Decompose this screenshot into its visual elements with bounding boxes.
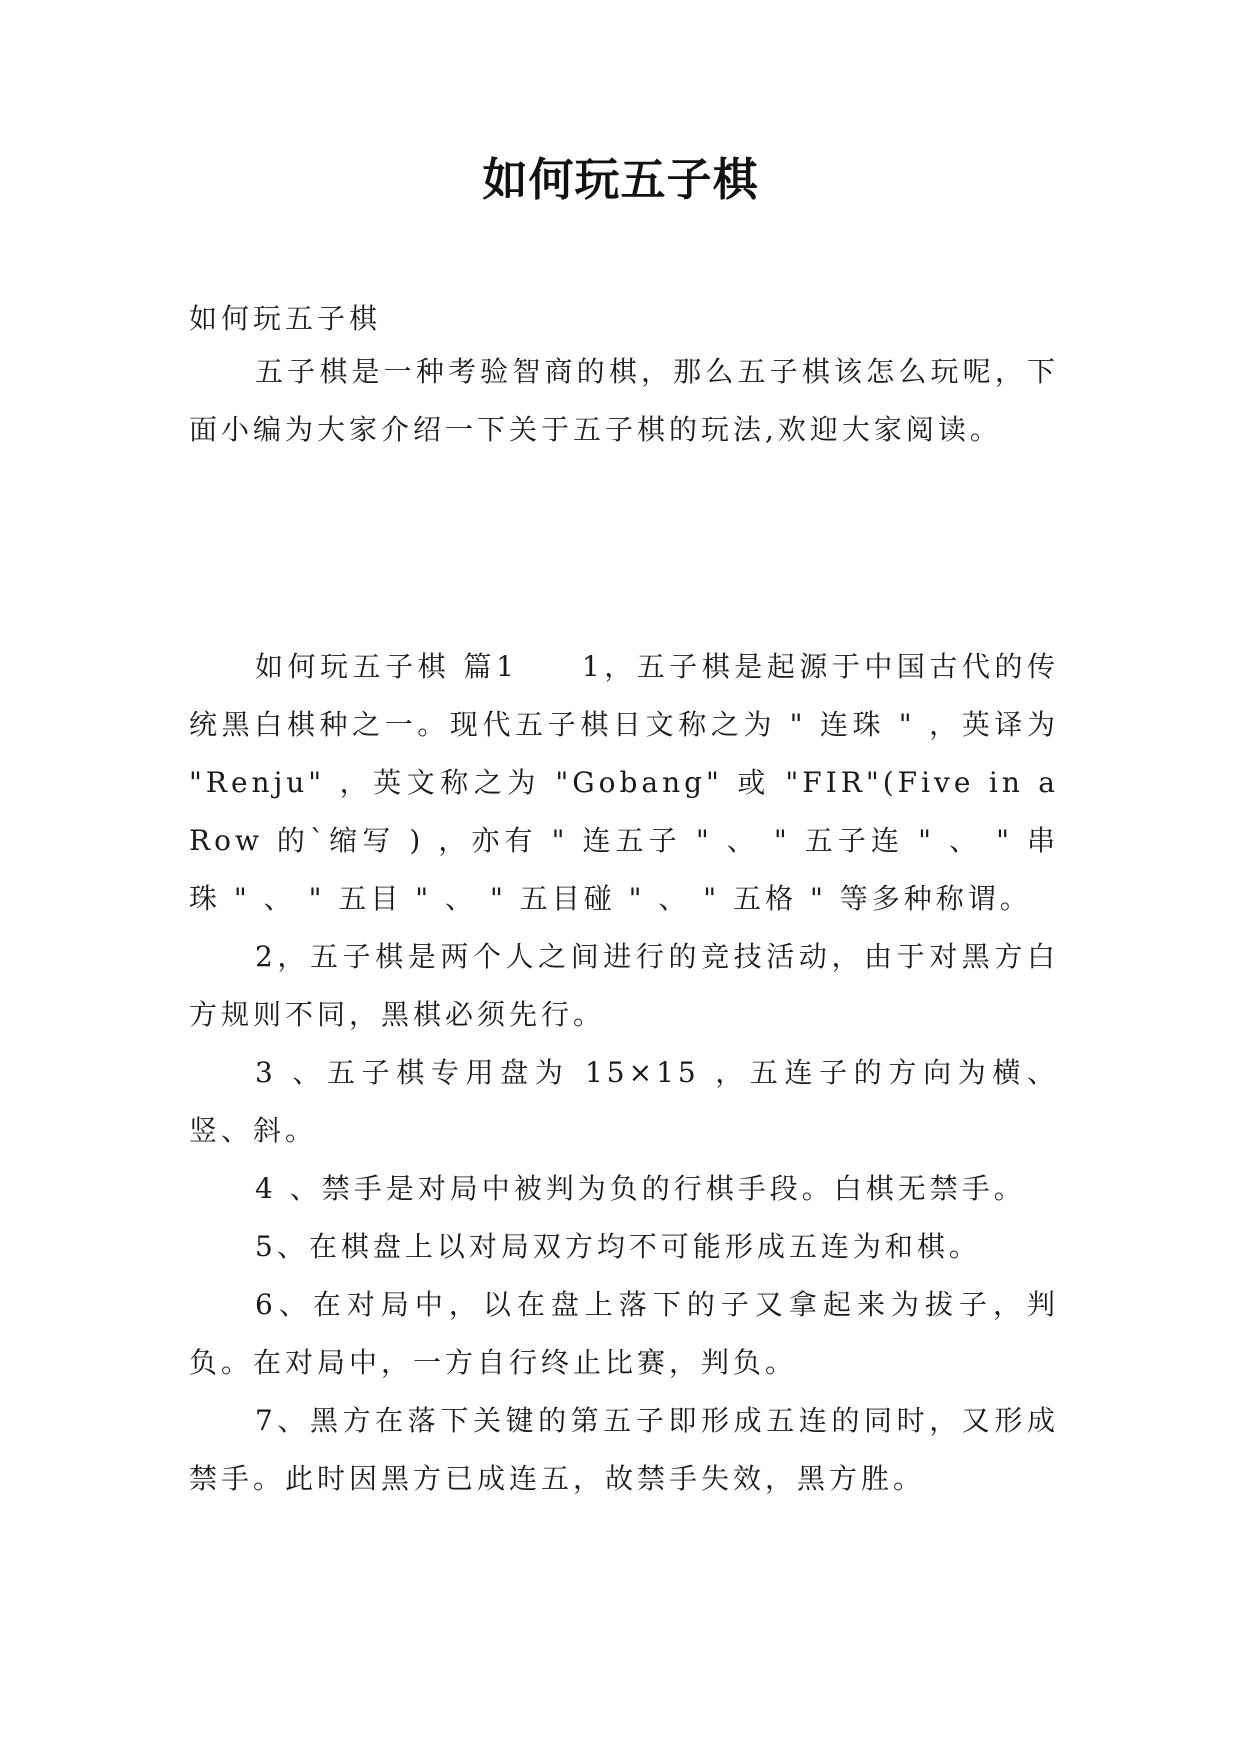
section-heading: 如何玩五子棋 篇1: [255, 650, 518, 683]
document-title: 如何玩五子棋: [482, 153, 759, 206]
rule-paragraph-5: 5、在棋盘上以对局双方均不可能形成五连为和棋。: [255, 1230, 981, 1263]
intro-block: [189, 343, 1059, 459]
rule-paragraph-1: 1，五子棋是起源于中国古代的传统黑白棋种之一。现代五子棋日文称之为 " 连珠 " ，英译为 "Renju" ，英文称之为 "Gobang" 或 "FIR"(Five in a Row 的`缩写 ) ，亦有 " 连五子 " 、 " 五子连 " 、 " 串珠 " 、 " 五目 " 、 " 五目碰 " 、 " 五格 " 等多种称谓。: [189, 650, 1059, 915]
intro-paragraph: 五子棋是一种考验智商的棋，那么五子棋该怎么玩呢，下面小编为大家介绍一下关于五子棋的玩法,欢迎大家阅读。: [189, 355, 1059, 446]
section-heading-spacer: [518, 650, 582, 683]
rule-paragraph-7: 7、黑方在落下关键的第五子即形成五连的同时，又形成禁手。此时因黑方已成连五，故禁手失效，黑方胜。: [189, 1404, 1059, 1495]
rule-paragraph-4: 4 、禁手是对局中被判为负的行棋手段。白棋无禁手。: [255, 1172, 1026, 1205]
section-block: [189, 638, 1059, 1508]
section-first-paragraph: [189, 638, 1059, 928]
rule-paragraph-6: 6、在对局中，以在盘上落下的子又拿起来为拔子，判负。在对局中，一方自行终止比赛，判负。: [189, 1288, 1059, 1379]
rule-paragraph-2: 2，五子棋是两个人之间进行的竞技活动，由于对黑方白方规则不同，黑棋必须先行。: [189, 940, 1059, 1031]
document-subtitle-block: [189, 290, 1059, 348]
rule-paragraph-3: 3 、五子棋专用盘为 15×15 ，五连子的方向为横、竖、斜。: [189, 1056, 1059, 1147]
document-subtitle: 如何玩五子棋: [189, 302, 382, 335]
